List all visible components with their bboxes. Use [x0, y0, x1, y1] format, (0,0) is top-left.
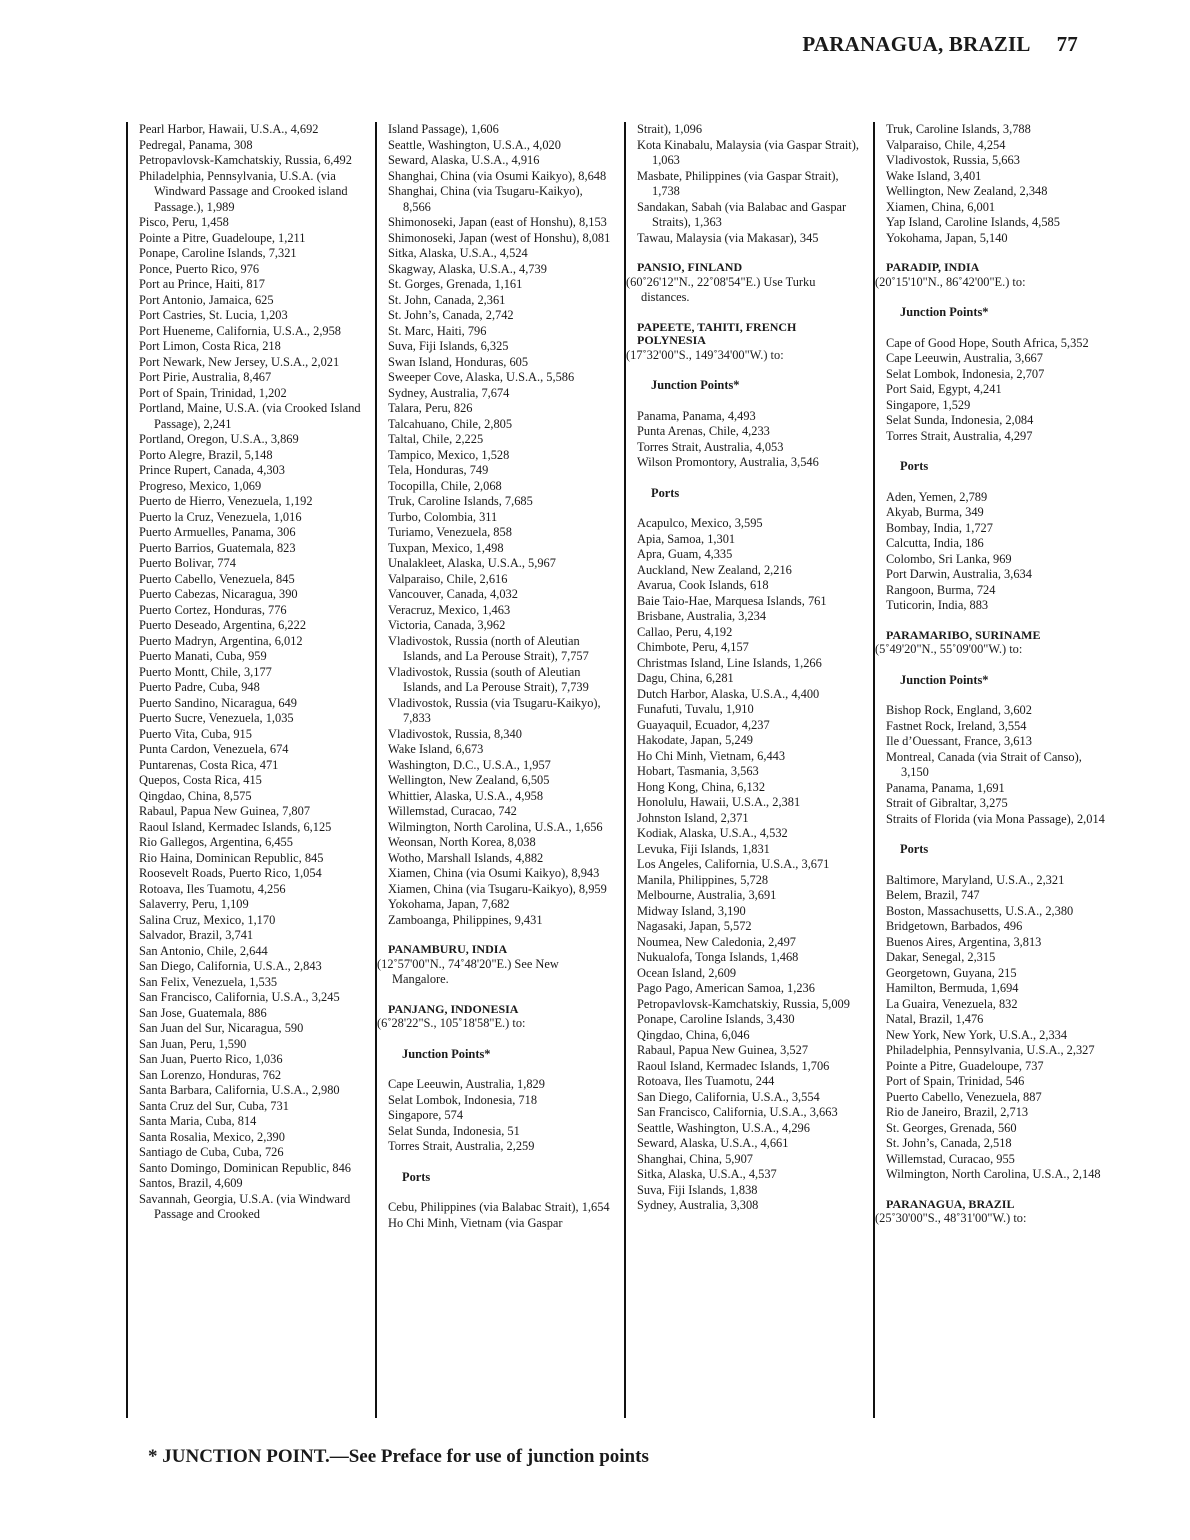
distance-entry: Manila, Philippines, 5,728	[637, 872, 769, 887]
distance-entry: Singapore, 1,529	[886, 397, 971, 412]
distance-entry: Washington, D.C., U.S.A., 1,957	[388, 757, 551, 772]
distance-entry: Tuxpan, Mexico, 1,498	[388, 540, 504, 555]
distance-entry: Raoul Island, Kermadec Islands, 6,125	[139, 819, 332, 834]
distance-entry: Port Antonio, Jamaica, 625	[139, 292, 274, 307]
distance-entry: Salaverry, Peru, 1,109	[139, 897, 249, 911]
distance-entry: Midway Island, 3,190	[637, 903, 746, 918]
distance-entry: Santo Domingo, Dominican Republic, 846	[139, 1160, 351, 1175]
coordinates-line: (20˚15'10"N., 86˚42'00"E.) to:	[875, 274, 1026, 289]
distance-entry: Salvador, Brazil, 3,741	[139, 928, 254, 942]
distance-entry: Ponape, Caroline Islands, 7,321	[139, 246, 297, 260]
page-title: PARANAGUA, BRAZIL	[802, 32, 1031, 56]
distance-entry: Sweeper Cove, Alaska, U.S.A., 5,586	[388, 370, 575, 384]
distance-entry: Wake Island, 6,673	[388, 742, 484, 756]
distance-entry: Tampico, Mexico, 1,528	[388, 447, 510, 462]
distance-entry: Puerto Montt, Chile, 3,177	[139, 664, 272, 679]
distance-entry: Selat Lombok, Indonesia, 2,707	[886, 366, 1045, 381]
distance-entry: Puerto Sandino, Nicaragua, 649	[139, 695, 297, 710]
distance-entry: Bridgetown, Barbados, 496	[886, 919, 1023, 933]
distance-entry: Akyab, Burma, 349	[886, 505, 984, 519]
distance-entry: San Francisco, California, U.S.A., 3,663	[637, 1105, 838, 1119]
distance-entry: Seward, Alaska, U.S.A., 4,661	[637, 1136, 789, 1150]
distance-entry: Straits of Florida (via Mona Passage), 2,014	[886, 811, 1105, 826]
distance-entry: Puerto Vita, Cuba, 915	[139, 726, 252, 741]
distance-entry: Cape Leeuwin, Australia, 3,667	[886, 351, 1043, 365]
distance-entry: Rio Gallegos, Argentina, 6,455	[139, 835, 293, 849]
column-3	[624, 122, 860, 1418]
subheading: Ports	[402, 1169, 431, 1184]
distance-entry: Dutch Harbor, Alaska, U.S.A., 4,400	[637, 686, 820, 701]
distance-entry: Fastnet Rock, Ireland, 3,554	[886, 718, 1027, 733]
distance-entry: Pedregal, Panama, 308	[139, 137, 253, 152]
distance-entry: Acapulco, Mexico, 3,595	[637, 516, 763, 530]
distance-entry: Puerto Cabezas, Nicaragua, 390	[139, 587, 298, 601]
distance-entry: Puerto Deseado, Argentina, 6,222	[139, 618, 307, 632]
distance-entry: Puerto la Cruz, Venezuela, 1,016	[139, 509, 302, 524]
distance-entry: Hakodate, Japan, 5,249	[637, 733, 753, 747]
distance-entry: Seattle, Washington, U.S.A., 4,296	[637, 1120, 810, 1135]
distance-entry: Qingdao, China, 6,046	[637, 1027, 750, 1042]
section-heading: PANJANG, INDONESIA	[388, 1001, 519, 1016]
distance-entry: Port Said, Egypt, 4,241	[886, 382, 1002, 396]
distance-entry: Pago Pago, American Samoa, 1,236	[637, 981, 815, 995]
distance-entry: Puerto Madryn, Argentina, 6,012	[139, 633, 303, 648]
distance-entry: Hong Kong, China, 6,132	[637, 779, 766, 794]
distance-entry: Torres Strait, Australia, 2,259	[388, 1139, 535, 1153]
distance-entry: Tocopilla, Chile, 2,068	[388, 478, 502, 493]
distance-entry: Puerto Cabello, Venezuela, 845	[139, 571, 295, 586]
footnote: * JUNCTION POINT.—See Preface for use of junction points	[148, 1446, 649, 1467]
column-1	[126, 122, 362, 1418]
distance-entry: Honolulu, Hawaii, U.S.A., 2,381	[637, 795, 801, 809]
distance-entry: Qingdao, China, 8,575	[139, 788, 252, 803]
distance-entry: Puerto Manati, Cuba, 959	[139, 649, 267, 663]
distance-entry: Salina Cruz, Mexico, 1,170	[139, 912, 276, 927]
distance-entry: Natal, Brazil, 1,476	[886, 1012, 984, 1026]
distance-entry: San Juan, Puerto Rico, 1,036	[139, 1052, 283, 1066]
distance-entry: Torres Strait, Australia, 4,053	[637, 439, 784, 454]
subheading: Junction Points*	[900, 672, 989, 687]
distance-entry: Rabaul, Papua New Guinea, 3,527	[637, 1043, 809, 1057]
distance-entry: Baltimore, Maryland, U.S.A., 2,321	[886, 872, 1065, 887]
distance-entry: Aden, Yemen, 2,789	[886, 489, 988, 504]
distance-entry: Victoria, Canada, 3,962	[388, 618, 506, 632]
distance-entry: Zamboanga, Philippines, 9,431	[388, 912, 543, 927]
distance-entry: Savannah, Georgia, U.S.A. (via Windward Passage and Crooked	[139, 1191, 351, 1221]
distance-entry: Sydney, Australia, 3,308	[637, 1198, 759, 1212]
distance-entry: Santiago de Cuba, Cuba, 726	[139, 1145, 284, 1159]
distance-entry: Torres Strait, Australia, 4,297	[886, 428, 1033, 443]
distance-entry: Puerto Cabello, Venezuela, 887	[886, 1089, 1042, 1104]
distance-entry: Raoul Island, Kermadec Islands, 1,706	[637, 1058, 830, 1073]
distance-entry: Port au Prince, Haiti, 817	[139, 277, 265, 291]
distance-entry: Puerto Padre, Cuba, 948	[139, 680, 260, 694]
distance-entry: Singapore, 574	[388, 1108, 464, 1122]
distance-entry: Petropavlovsk-Kamchatskiy, Russia, 6,492	[139, 153, 352, 167]
distance-entry: Philadelphia, Pennsylvania, U.S.A. (via Windward Passage and Crooked island Passage.), 1,989	[139, 168, 348, 214]
distance-entry: San Lorenzo, Honduras, 762	[139, 1067, 282, 1082]
distance-entry: Strait), 1,096	[637, 122, 703, 136]
distance-entry: Melbourne, Australia, 3,691	[637, 888, 777, 902]
distance-entry: San Francisco, California, U.S.A., 3,245	[139, 990, 340, 1004]
distance-entry: Yokohama, Japan, 7,682	[388, 897, 510, 911]
distance-entry: Calcutta, India, 186	[886, 536, 984, 550]
distance-entry: Santa Maria, Cuba, 814	[139, 1114, 257, 1128]
distance-entry: Tela, Honduras, 749	[388, 463, 489, 477]
distance-entry: Strait of Gibraltar, 3,275	[886, 796, 1008, 810]
distance-entry: Selat Sunda, Indonesia, 2,084	[886, 413, 1034, 427]
distance-entry: Talara, Peru, 826	[388, 401, 473, 415]
distance-entry: Puntarenas, Costa Rica, 471	[139, 757, 279, 772]
distance-entry: Boston, Massachusetts, U.S.A., 2,380	[886, 903, 1074, 918]
distance-entry: Rotoava, Iles Tuamotu, 4,256	[139, 881, 286, 896]
distance-entry: Ocean Island, 2,609	[637, 965, 737, 980]
distance-entry: Johnston Island, 2,371	[637, 810, 749, 825]
distance-entry: Apia, Samoa, 1,301	[637, 531, 736, 546]
distance-entry: Willemstad, Curacao, 742	[388, 804, 517, 818]
distance-entry: Xiamen, China (via Tsugaru-Kaikyo), 8,959	[388, 881, 607, 896]
distance-entry: Vladivostok, Russia (via Tsugaru-Kaikyo), 7,833	[388, 695, 601, 725]
distance-entry: San Antonio, Chile, 2,644	[139, 943, 268, 958]
distance-entry: St. John’s, Canada, 2,518	[886, 1136, 1012, 1150]
distance-entry: Shimonoseki, Japan (west of Honshu), 8,081	[388, 230, 611, 245]
distance-entry: Rabaul, Papua New Guinea, 7,807	[139, 804, 311, 818]
distance-entry: Portland, Oregon, U.S.A., 3,869	[139, 432, 299, 446]
distance-entry: Weonsan, North Korea, 8,038	[388, 835, 536, 849]
subheading: Ports	[900, 459, 929, 473]
distance-entry: Belem, Brazil, 747	[886, 888, 980, 902]
distance-entry: Funafuti, Tuvalu, 1,910	[637, 702, 754, 716]
distance-entry: Hobart, Tasmania, 3,563	[637, 764, 759, 778]
distance-entry: Turiamo, Venezuela, 858	[388, 525, 512, 539]
running-head	[802, 32, 1078, 57]
distance-entry: St. John’s, Canada, 2,742	[388, 308, 514, 322]
section-heading: PANSIO, FINLAND	[637, 260, 743, 274]
distance-entry: Colombo, Sri Lanka, 969	[886, 551, 1012, 566]
distance-entry: San Jose, Guatemala, 886	[139, 1005, 267, 1020]
distance-entry: Yap Island, Caroline Islands, 4,585	[886, 215, 1060, 229]
distance-entry: Petropavlovsk-Kamchatskiy, Russia, 5,009	[637, 996, 850, 1011]
distance-entry: Roosevelt Roads, Puerto Rico, 1,054	[139, 866, 322, 880]
distance-entry: Xiamen, China (via Osumi Kaikyo), 8,943	[388, 866, 600, 880]
distance-entry: Puerto Barrios, Guatemala, 823	[139, 540, 296, 555]
distance-entry: Seattle, Washington, U.S.A., 4,020	[388, 137, 561, 152]
distance-entry: Prince Rupert, Canada, 4,303	[139, 463, 285, 477]
distance-entry: Christmas Island, Line Islands, 1,266	[637, 655, 822, 670]
distance-entry: Progreso, Mexico, 1,069	[139, 478, 262, 493]
distance-entry: Cape of Good Hope, South Africa, 5,352	[886, 335, 1089, 350]
subheading: Ports	[900, 842, 929, 856]
distance-entry: Porto Alegre, Brazil, 5,148	[139, 447, 273, 462]
distance-entry: Suva, Fiji Islands, 6,325	[388, 339, 509, 353]
distance-entry: Pearl Harbor, Hawaii, U.S.A., 4,692	[139, 122, 319, 136]
distance-entry: Dagu, China, 6,281	[637, 671, 734, 685]
distance-entry: Puerto de Hierro, Venezuela, 1,192	[139, 494, 313, 508]
distance-entry: Talcahuano, Chile, 2,805	[388, 416, 513, 431]
distance-entry: New York, New York, U.S.A., 2,334	[886, 1027, 1068, 1042]
distance-entry: Willemstad, Curacao, 955	[886, 1151, 1015, 1166]
distance-entry: Port of Spain, Trinidad, 546	[886, 1074, 1025, 1088]
distance-entry: Wake Island, 3,401	[886, 168, 982, 183]
distance-entry: La Guaira, Venezuela, 832	[886, 996, 1018, 1011]
distance-entry: St. Gorges, Grenada, 1,161	[388, 277, 523, 291]
distance-entry: Rio de Janeiro, Brazil, 2,713	[886, 1105, 1029, 1119]
distance-entry: Santa Cruz del Sur, Cuba, 731	[139, 1098, 289, 1113]
distance-entry: Bishop Rock, England, 3,602	[886, 703, 1032, 717]
coordinates-line: (12˚57'00"N., 74˚48'20"E.) See New Mangalore.	[377, 956, 559, 986]
distance-entry: Puerto Armuelles, Panama, 306	[139, 525, 296, 539]
distance-entry: Valparaiso, Chile, 2,616	[388, 571, 508, 586]
distance-entry: Truk, Caroline Islands, 7,685	[388, 494, 533, 508]
distance-entry: Vladivostok, Russia (north of Aleutian Islands, and La Perouse Strait), 7,757	[388, 633, 589, 663]
distance-entry: Brisbane, Australia, 3,234	[637, 609, 767, 623]
distance-entry: Guayaquil, Ecuador, 4,237	[637, 717, 770, 732]
distance-entry: Port Hueneme, California, U.S.A., 2,958	[139, 323, 342, 338]
distance-entry: Rio Haina, Dominican Republic, 845	[139, 850, 324, 865]
subheading: Ports	[651, 485, 680, 500]
distance-entry: St. Marc, Haiti, 796	[388, 323, 487, 338]
distance-entry: Bombay, India, 1,727	[886, 520, 993, 535]
column-2	[375, 122, 611, 1418]
distance-entry: Selat Lombok, Indonesia, 718	[388, 1092, 538, 1107]
section-heading: PAPEETE, TAHITI, FRENCH POLYNESIA	[637, 319, 797, 347]
distance-entry: Puerto Sucre, Venezuela, 1,035	[139, 711, 294, 725]
distance-entry: Wellington, New Zealand, 2,348	[886, 184, 1048, 198]
distance-entry: Sitka, Alaska, U.S.A., 4,524	[388, 246, 528, 260]
section-heading: PARANAGUA, BRAZIL	[886, 1196, 1015, 1211]
distance-entry: Skagway, Alaska, U.S.A., 4,739	[388, 261, 547, 276]
distance-entry: Ile d’Ouessant, France, 3,613	[886, 734, 1032, 748]
distance-entry: Pisco, Peru, 1,458	[139, 215, 229, 229]
subheading: Junction Points*	[402, 1046, 491, 1061]
distance-entry: Buenos Aires, Argentina, 3,813	[886, 934, 1042, 949]
distance-entry: San Diego, California, U.S.A., 3,554	[637, 1089, 820, 1104]
distance-entry: Shanghai, China (via Tsugaru-Kaikyo), 8,566	[388, 184, 583, 214]
distance-entry: Vladivostok, Russia, 8,340	[388, 726, 522, 741]
distance-entry: Masbate, Philippines (via Gaspar Strait), 1,738	[637, 168, 839, 198]
distance-entry: Dakar, Senegal, 2,315	[886, 950, 996, 964]
coordinates-line: (5˚49'20"N., 55˚09'00"W.) to:	[875, 642, 1023, 656]
distance-entry: Whittier, Alaska, U.S.A., 4,958	[388, 788, 544, 803]
distance-entry: Puerto Cortez, Honduras, 776	[139, 602, 287, 617]
distance-entry: Ponape, Caroline Islands, 3,430	[637, 1012, 795, 1026]
distance-entry: Pointe a Pitre, Guadeloupe, 1,211	[139, 230, 306, 245]
subheading: Junction Points*	[651, 378, 740, 392]
distance-entry: Shimonoseki, Japan (east of Honshu), 8,153	[388, 215, 607, 229]
distance-entry: Port Newark, New Jersey, U.S.A., 2,021	[139, 354, 340, 369]
distance-entry: Panama, Panama, 4,493	[637, 408, 756, 423]
distance-entry: Vancouver, Canada, 4,032	[388, 587, 518, 601]
distance-entry: Rangoon, Burma, 724	[886, 582, 996, 597]
distance-entry: Rotoava, Iles Tuamotu, 244	[637, 1074, 775, 1088]
distance-entry: St. John, Canada, 2,361	[388, 292, 506, 307]
distance-entry: San Juan del Sur, Nicaragua, 590	[139, 1021, 304, 1035]
distance-entry: Nukualofa, Tonga Islands, 1,468	[637, 950, 799, 964]
distance-entry: Los Angeles, California, U.S.A., 3,671	[637, 857, 830, 871]
distance-entry: Puerto Bolivar, 774	[139, 556, 236, 570]
section-heading: PANAMBURU, INDIA	[388, 942, 508, 956]
distance-entry: Ponce, Puerto Rico, 976	[139, 261, 260, 276]
distance-entry: Hamilton, Bermuda, 1,694	[886, 981, 1019, 995]
distance-entry: Ho Chi Minh, Vietnam, 6,443	[637, 748, 786, 763]
distance-entry: Panama, Panama, 1,691	[886, 780, 1005, 795]
distance-entry: Taltal, Chile, 2,225	[388, 432, 484, 446]
distance-entry: Santa Barbara, California, U.S.A., 2,980	[139, 1083, 340, 1097]
distance-entry: Wellington, New Zealand, 6,505	[388, 773, 550, 787]
distance-entry: Callao, Peru, 4,192	[637, 624, 733, 639]
distance-entry: Tuticorin, India, 883	[886, 598, 989, 612]
section-heading: PARAMARIBO, SURINAME	[886, 627, 1041, 642]
distance-entry: Philadelphia, Pennsylvania, U.S.A., 2,327	[886, 1043, 1095, 1057]
distance-entry: Xiamen, China, 6,001	[886, 199, 996, 214]
distance-entry: Seward, Alaska, U.S.A., 4,916	[388, 153, 540, 167]
distance-entry: Pointe a Pitre, Guadeloupe, 737	[886, 1058, 1044, 1073]
distance-entry: Port of Spain, Trinidad, 1,202	[139, 385, 287, 400]
distance-entry: Kota Kinabalu, Malaysia (via Gaspar Strait), 1,063	[637, 137, 859, 167]
distance-entry: Suva, Fiji Islands, 1,838	[637, 1182, 758, 1197]
distance-entry: Noumea, New Caledonia, 2,497	[637, 934, 796, 949]
distance-entry: Turbo, Colombia, 311	[388, 509, 498, 524]
distance-entry: Island Passage), 1,606	[388, 122, 499, 136]
distance-entry: Cape Leeuwin, Australia, 1,829	[388, 1077, 545, 1091]
distance-entry: Baie Taio-Hae, Marquesa Islands, 761	[637, 593, 827, 608]
distance-entry: Punta Cardon, Venezuela, 674	[139, 742, 289, 756]
distance-entry: Sitka, Alaska, U.S.A., 4,537	[637, 1167, 777, 1181]
distance-entry: Shanghai, China, 5,907	[637, 1151, 753, 1166]
distance-entry: Apra, Guam, 4,335	[637, 547, 733, 561]
distance-entry: Montreal, Canada (via Strait of Canso), 3,150	[886, 749, 1082, 779]
distance-entry: San Diego, California, U.S.A., 2,843	[139, 959, 322, 973]
distance-entry: San Felix, Venezuela, 1,535	[139, 974, 278, 989]
distance-entry: Wilmington, North Carolina, U.S.A., 1,656	[388, 819, 603, 834]
distance-entry: Valparaiso, Chile, 4,254	[886, 137, 1006, 152]
distance-entry: St. Georges, Grenada, 560	[886, 1120, 1017, 1135]
distance-entry: Port Darwin, Australia, 3,634	[886, 567, 1032, 581]
coordinates-line: (6˚28'22"S., 105˚18'58"E.) to:	[377, 1016, 526, 1030]
distance-entry: Yokohama, Japan, 5,140	[886, 230, 1008, 245]
distance-entry: Ho Chi Minh, Vietnam (via Gaspar	[388, 1215, 563, 1230]
coordinates-line: (25˚30'00"S., 48˚31'00"W.) to:	[875, 1211, 1027, 1225]
distance-entry: Santos, Brazil, 4,609	[139, 1176, 243, 1190]
distance-entry: Quepos, Costa Rica, 415	[139, 773, 262, 787]
distance-entry: Cebu, Philippines (via Balabac Strait), 1,654	[388, 1200, 610, 1214]
distance-entry: Tawau, Malaysia (via Makasar), 345	[637, 230, 819, 245]
distance-entry: Shanghai, China (via Osumi Kaikyo), 8,648	[388, 168, 607, 183]
distance-entry: Unalakleet, Alaska, U.S.A., 5,967	[388, 556, 556, 570]
distance-entry: Avarua, Cook Islands, 618	[637, 578, 769, 592]
distance-entry: Vladivostok, Russia, 5,663	[886, 153, 1020, 167]
distance-entry: Swan Island, Honduras, 605	[388, 354, 529, 369]
distance-entry: Punta Arenas, Chile, 4,233	[637, 424, 770, 438]
distance-entry: Sandakan, Sabah (via Balabac and Gaspar Straits), 1,363	[637, 199, 847, 229]
page-number: 77	[1056, 32, 1078, 56]
subheading: Junction Points*	[900, 305, 989, 319]
distance-entry: Nagasaki, Japan, 5,572	[637, 919, 752, 933]
distance-entry: Wotho, Marshall Islands, 4,882	[388, 850, 544, 865]
distance-entry: Vladivostok, Russia (south of Aleutian Islands, and La Perouse Strait), 7,739	[388, 664, 589, 694]
distance-entry: Sydney, Australia, 7,674	[388, 385, 510, 400]
distance-entry: Kodiak, Alaska, U.S.A., 4,532	[637, 826, 788, 840]
distance-entry: Port Castries, St. Lucia, 1,203	[139, 308, 288, 322]
distance-entry: Levuka, Fiji Islands, 1,831	[637, 841, 770, 856]
coordinates-line: (17˚32'00"S., 149˚34'00"W.) to:	[626, 347, 784, 362]
distance-entry: San Juan, Peru, 1,590	[139, 1036, 247, 1051]
distance-entry: Selat Sunda, Indonesia, 51	[388, 1123, 520, 1138]
distance-entry: Wilmington, North Carolina, U.S.A., 2,148	[886, 1167, 1101, 1181]
coordinates-line: (60˚26'12"N., 22˚08'54"E.) Use Turku distances.	[626, 274, 816, 304]
section-heading: PARADIP, INDIA	[886, 260, 980, 274]
distance-entry: Wilson Promontory, Australia, 3,546	[637, 455, 819, 469]
distance-entry: Port Limon, Costa Rica, 218	[139, 339, 281, 353]
distance-entry: Auckland, New Zealand, 2,216	[637, 562, 792, 577]
distance-entry: Port Pirie, Australia, 8,467	[139, 370, 272, 384]
distance-entry: Santa Rosalia, Mexico, 2,390	[139, 1129, 285, 1144]
distance-entry: Georgetown, Guyana, 215	[886, 965, 1017, 980]
distance-entry: Chimbote, Peru, 4,157	[637, 640, 749, 654]
distance-entry: Portland, Maine, U.S.A. (via Crooked Island Passage), 2,241	[139, 401, 361, 431]
column-4	[873, 122, 1109, 1418]
distance-entry: Veracruz, Mexico, 1,463	[388, 602, 511, 617]
distance-entry: Truk, Caroline Islands, 3,788	[886, 122, 1031, 136]
